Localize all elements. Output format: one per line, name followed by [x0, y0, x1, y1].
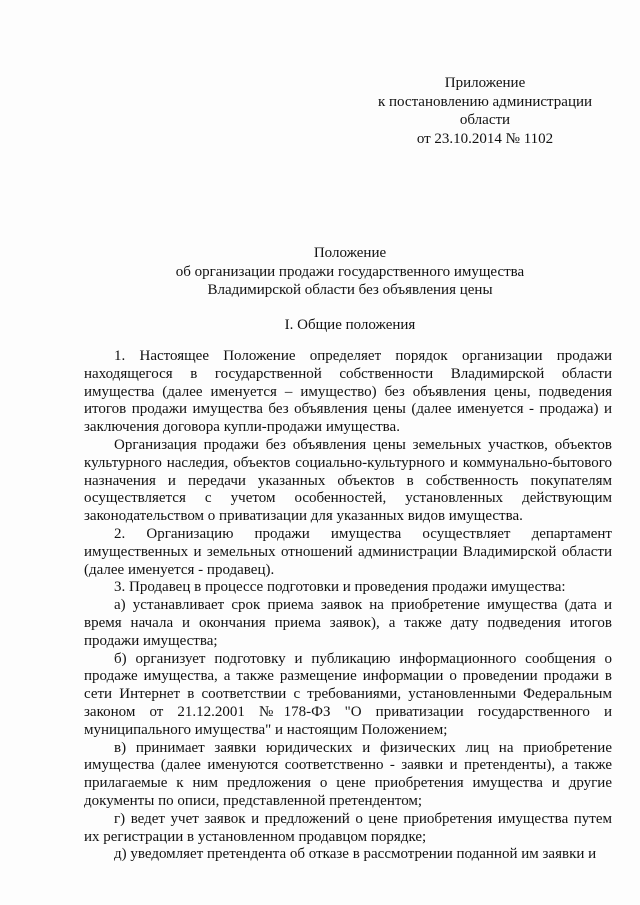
- paragraph-9: д) уведомляет претендента об отказе в рассмотрении поданной им заявки и: [114, 846, 597, 863]
- paragraph-8: г) ведет учет заявок и предложений о цене приобретения имущества путем их регистрации в установленном продавцом порядке;: [84, 810, 612, 845]
- appendix-line-1: Приложение: [444, 75, 526, 91]
- title-line-3: Владимирской области без объявления цены: [207, 282, 493, 298]
- paragraph-4: 3. Продавец в процессе подготовки и проведения продажи имущества:: [114, 579, 566, 596]
- paragraph-6: б) организует подготовку и публикацию информационного сообщения о продаже имущества, а также размещение информации о проведении продажи в сети Интернет в соответствии с требованиями, установленными Федеральным законом от 21.12.2001 №178-ФЗ "О приватизации государственного и муниципального имущества" и настоящим Положением;: [84, 650, 612, 738]
- appendix-header: [360, 74, 610, 148]
- paragraph-5: а) устанавливает срок приема заявок на приобретение имущества (дата и время начала и окончания приема заявок), а также дату подведения итогов продажи имущества;: [84, 597, 612, 649]
- title-line-2: об организации продажи государственного имущества: [175, 263, 525, 280]
- appendix-line-4: от 23.10.2014 № 1102: [416, 130, 554, 147]
- paragraph-3: 2. Организацию продажи имущества осуществляет департамент имущественных и земельных отношений администрации Владимирской области (далее именуется - продавец).: [84, 525, 612, 578]
- title-line-1: Положение: [313, 245, 387, 261]
- document-body: [84, 348, 612, 864]
- paragraph-2: Организация продажи без объявления цены земельных участков, объектов культурного наследия, объектов социально-культурного и коммунально-бытового назначения и передачи указанных объектов в собственность покупателям осуществляется с учетом особенностей, установленных действующим законодательством о приватизации для указанных видов имущества.: [84, 436, 612, 525]
- appendix-line-2: к постановлению администрации: [377, 93, 593, 110]
- section-heading: I. Общие положения: [284, 317, 416, 333]
- appendix-line-3: области: [459, 112, 511, 128]
- paragraph-1: 1. Настоящее Положение определяет порядок организации продажи находящегося в государственной собственности Владимирской области имущества (далее именуется – имущество) без объявления цены, подведения итогов продажи имущества без объявления цены (далее именуется - продажа) и заключения договора купли-продажи имущества.: [84, 348, 612, 436]
- paragraph-7: в) принимает заявки юридических и физических лиц на приобретение имущества (далее именуются соответственно - заявки и претенденты), а также прилагаемые к ним предложения о цене приобретения имущества и другие документы по описи, представленной претендентом;: [84, 739, 612, 809]
- document-title: [90, 244, 610, 300]
